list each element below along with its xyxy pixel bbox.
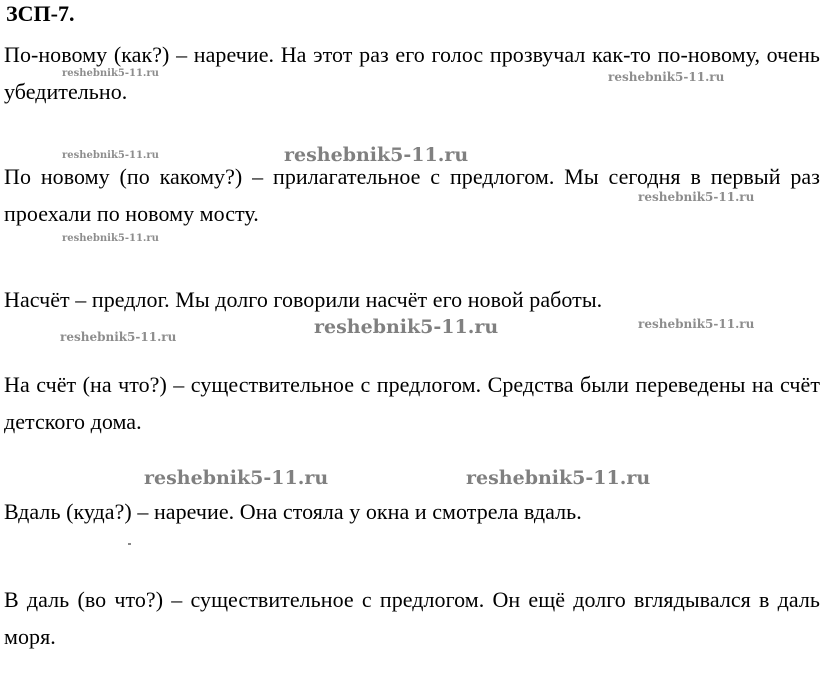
- watermark: reshebnik5-11.ru: [144, 467, 329, 489]
- watermark: reshebnik5-11.ru: [62, 68, 159, 79]
- paragraph-naschet: Насчёт – предлог. Мы долго говорили насчёт его новой работы.: [4, 287, 603, 312]
- paragraph-na-schet: На счёт (на что?) – существительное с предлогом. Средства были переведены на счёт детского дома.: [4, 372, 820, 434]
- watermark: reshebnik5-11.ru: [466, 467, 651, 489]
- watermark: reshebnik5-11.ru: [62, 150, 159, 161]
- watermark: reshebnik5-11.ru: [60, 330, 177, 344]
- paragraph-po-novomu-separate: По новому (по какому?) – прилагательное с предлогом. Мы сегодня в первый раз проехали по новому мосту.: [4, 164, 820, 226]
- paragraph-v-dal: В даль (во что?) – существительное с предлогом. Он ещё долго вглядывался в даль моря.: [4, 587, 820, 649]
- scan-speck: [128, 543, 131, 545]
- watermark: reshebnik5-11.ru: [284, 144, 469, 166]
- watermark: reshebnik5-11.ru: [608, 70, 725, 84]
- watermark: reshebnik5-11.ru: [314, 316, 499, 338]
- watermark: reshebnik5-11.ru: [638, 317, 755, 331]
- watermark: reshebnik5-11.ru: [62, 233, 159, 244]
- document-title: ЗСП-7.: [6, 1, 75, 26]
- watermark: reshebnik5-11.ru: [638, 190, 755, 204]
- paragraph-vdal: Вдаль (куда?) – наречие. Она стояла у окна и смотрела вдаль.: [4, 499, 582, 524]
- paragraph-po-novomu: По-новому (как?) – наречие. На этот раз его голос прозвучал как-то по-новому, очень убедительно.: [4, 42, 820, 104]
